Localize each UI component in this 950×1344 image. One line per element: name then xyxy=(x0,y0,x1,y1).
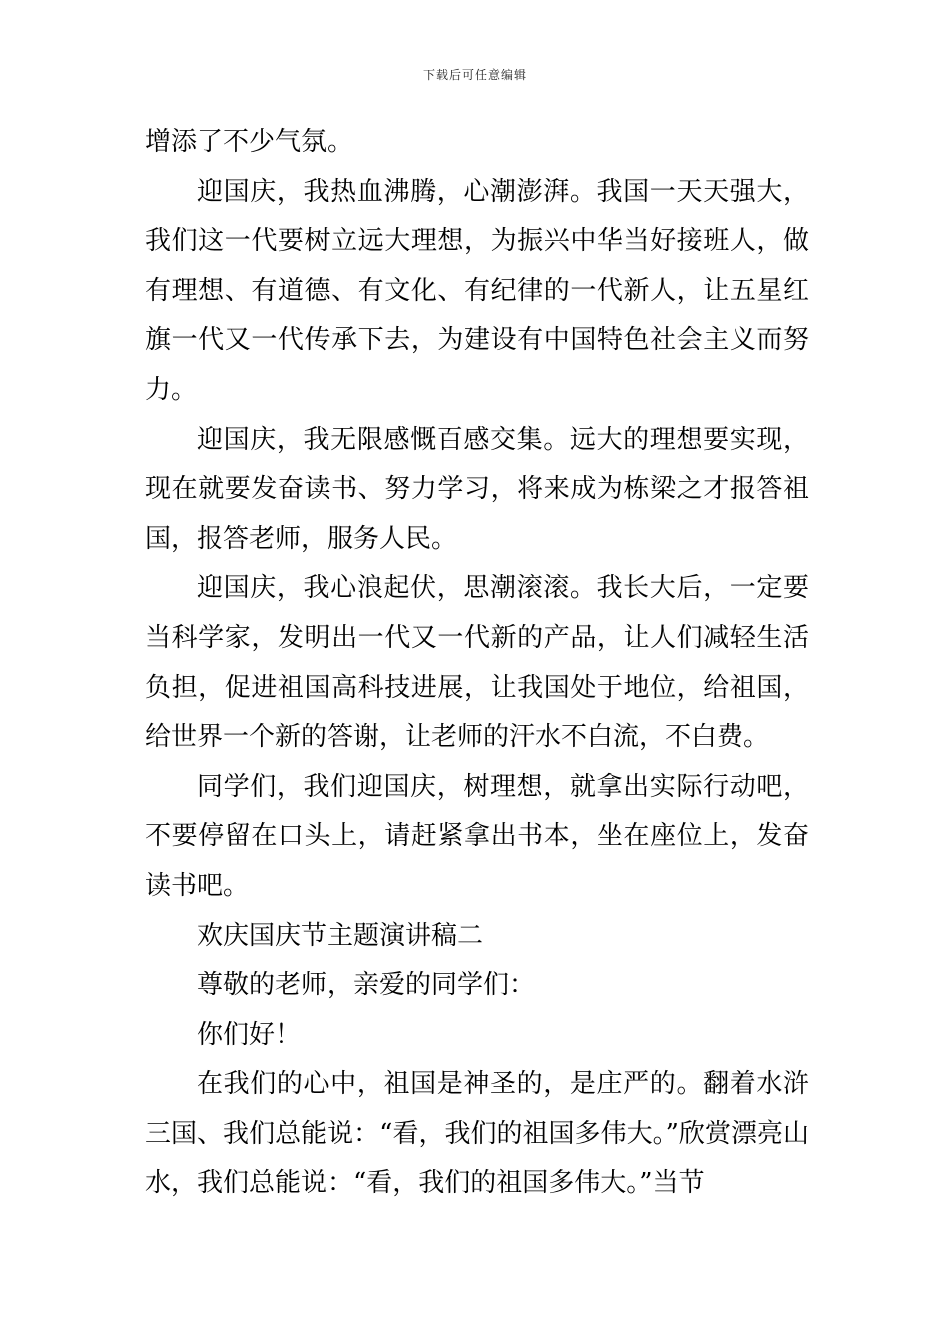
paragraph-continuation: 增添了不少气氛。 xyxy=(145,127,354,157)
document-body xyxy=(145,118,809,1209)
paragraph: 在我们的心中，祖国是神圣的，是庄严的。翻着水浒三国、我们总能说：“看，我们的祖国多伟大。”欣赏漂亮山水，我们总能说：“看，我们的祖国多伟大。”当节 xyxy=(145,1069,809,1199)
paragraph: 同学们，我们迎国庆，树理想，就拿出实际行动吧，不要停留在口头上，请赶紧拿出书本，坐在座位上，发奋读书吧。 xyxy=(145,771,809,901)
section-title: 欢庆国庆节主题演讲稿二 xyxy=(197,920,484,951)
paragraph: 迎国庆，我无限感慨百感交集。远大的理想要实现，现在就要发奋读书、努力学习，将来成为栋梁之才报答祖国，报答老师，服务人民。 xyxy=(145,424,809,554)
salutation: 尊敬的老师，亲爱的同学们： xyxy=(197,970,536,1001)
paragraph: 迎国庆，我心浪起伏，思潮滚滚。我长大后，一定要当科学家，发明出一代又一代新的产品，让人们减轻生活负担，促进祖国高科技进展，让我国处于地位，给祖国，给世界一个新的答谢，让老师的汗水不白流，不白费。 xyxy=(145,573,809,753)
greeting: 你们好！ xyxy=(197,1019,302,1050)
header-note: 下载后可任意编辑 xyxy=(422,68,527,82)
paragraph: 迎国庆，我热血沸腾，心潮澎湃。我国一天天强大，我们这一代要树立远大理想，为振兴中华当好接班人，做有理想、有道德、有文化、有纪律的一代新人，让五星红旗一代又一代传承下去，为建设有中国特色社会主义而努力。 xyxy=(145,176,809,405)
